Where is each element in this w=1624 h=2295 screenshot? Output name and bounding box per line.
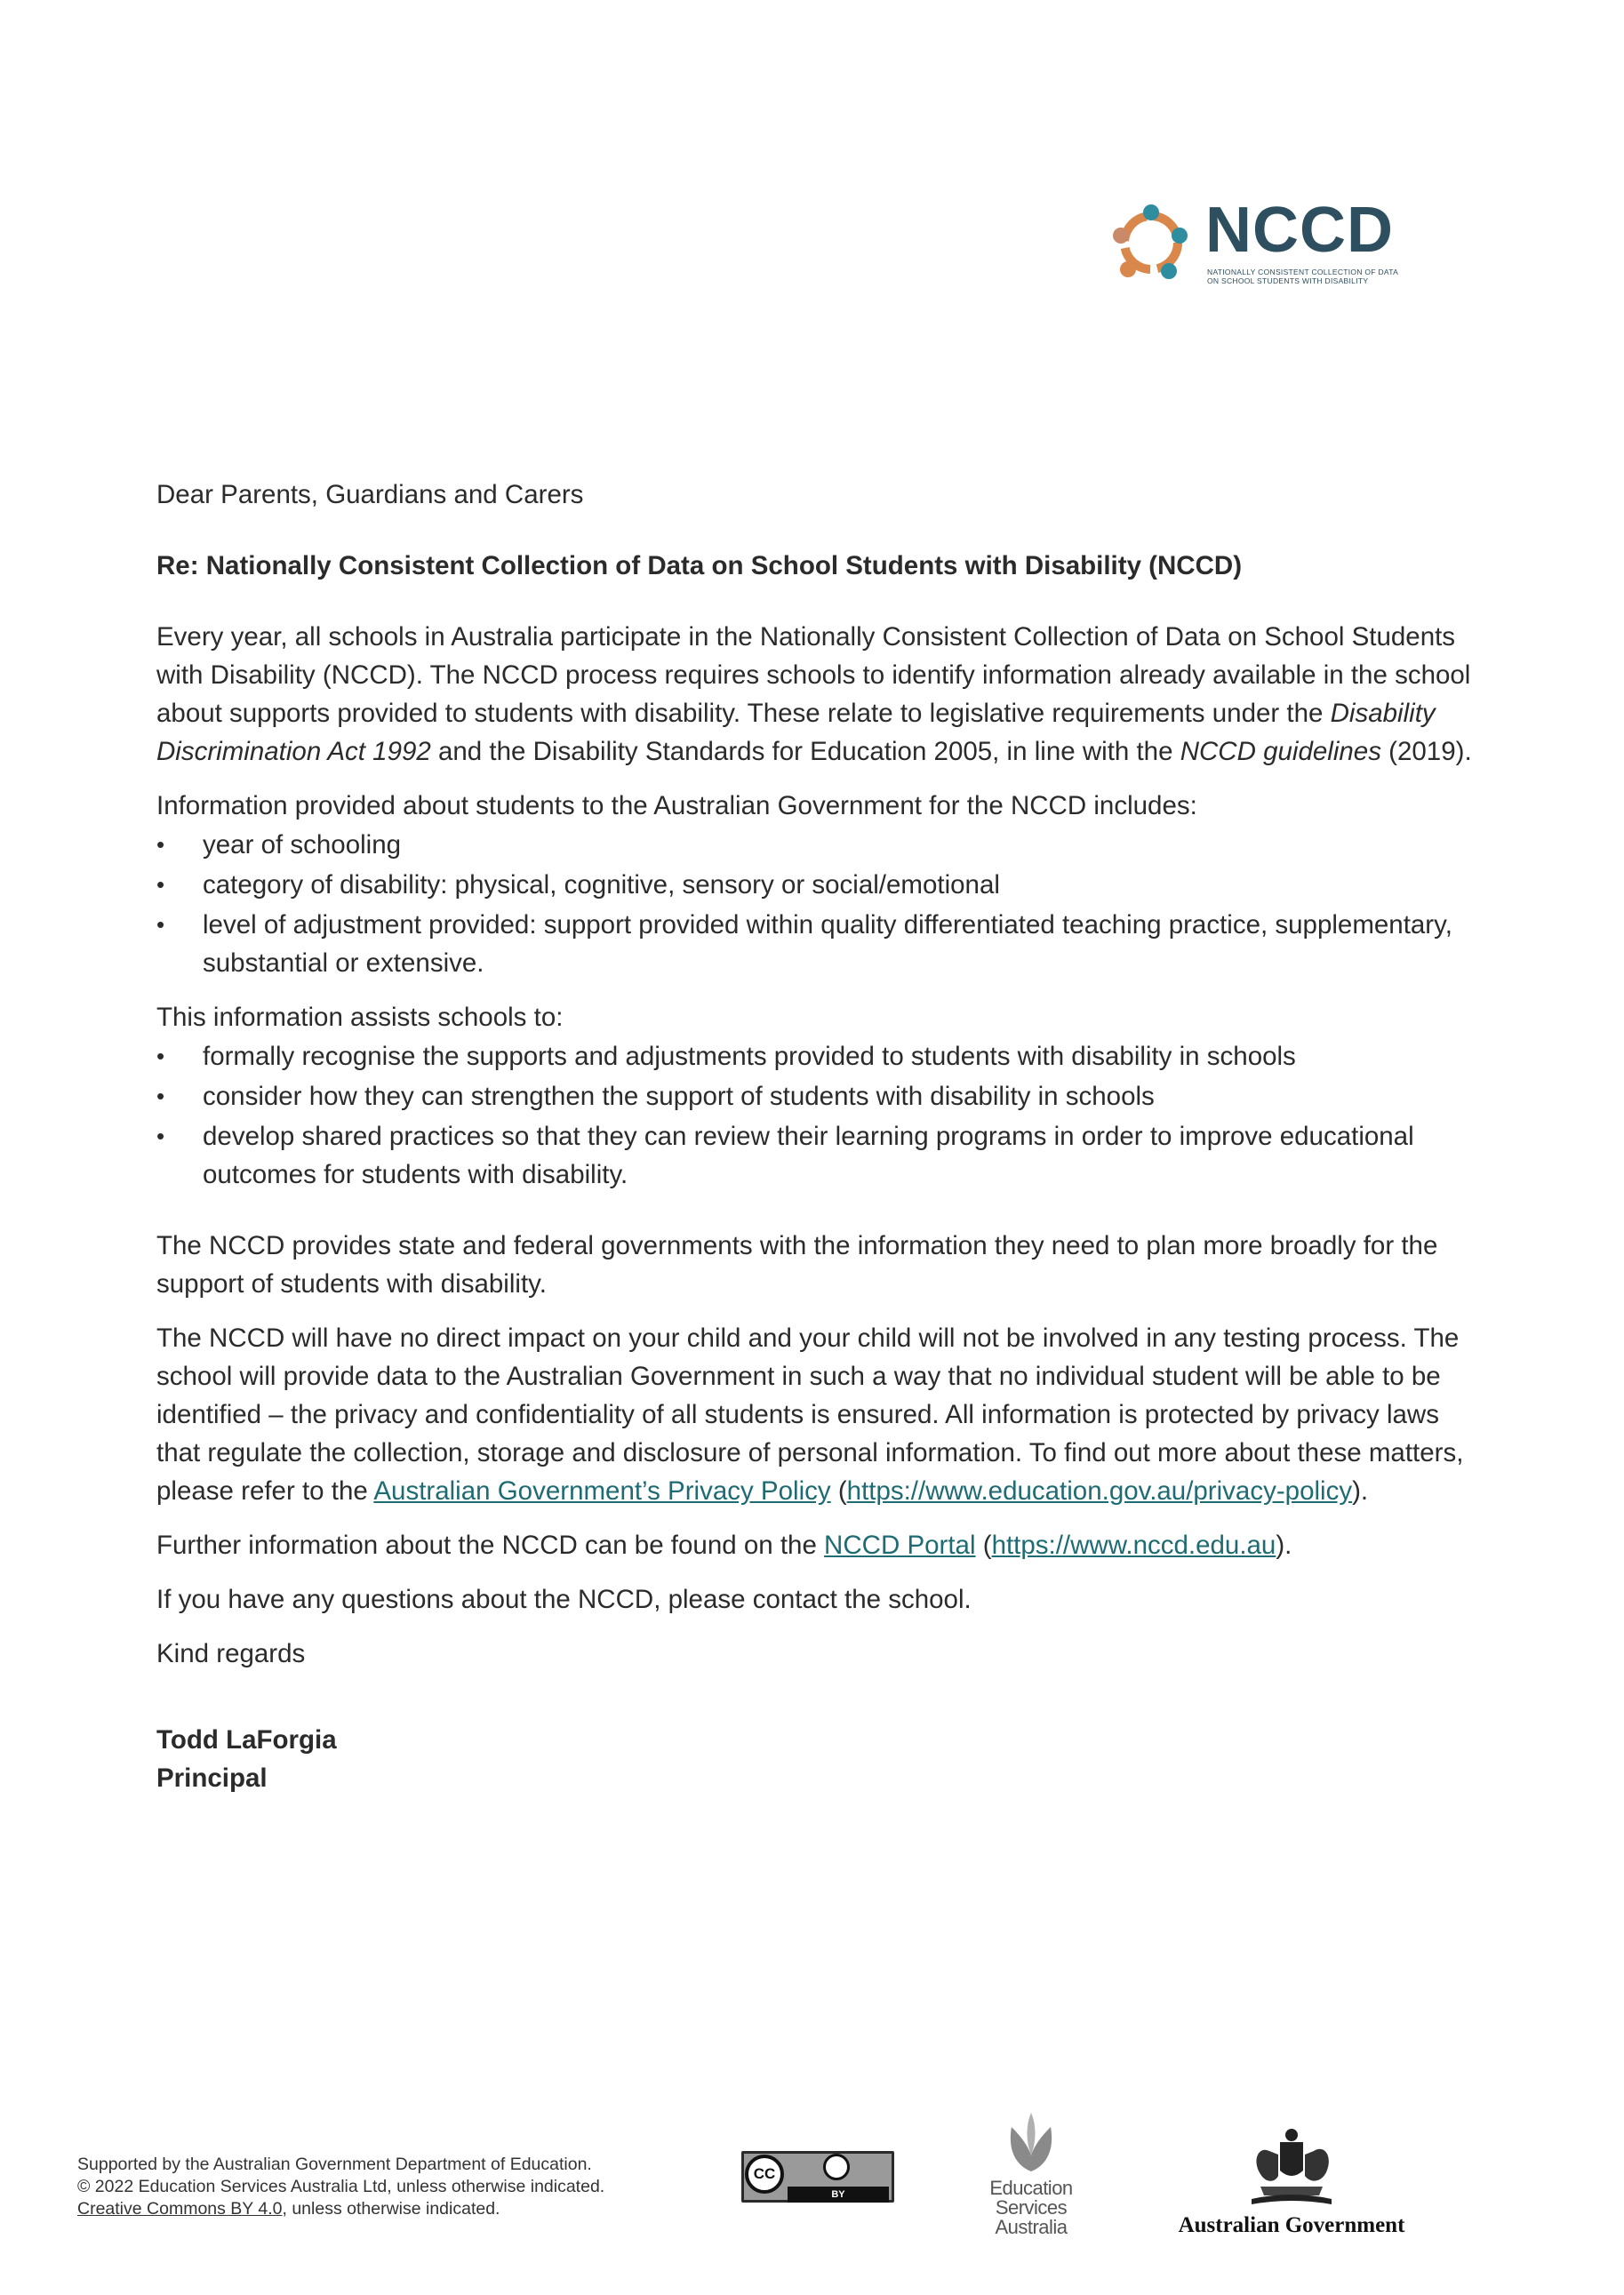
act-title: Disability Discrimination Act 1992 <box>156 699 1436 766</box>
letter-body <box>156 476 1490 1797</box>
coat-of-arms-icon <box>1243 2124 1340 2209</box>
signer-title: Principal <box>156 1763 268 1793</box>
footer-line: Supported by the Australian Government Department of Education. <box>77 2155 592 2174</box>
nccd-tagline: NATIONALLY CONSISTENT COLLECTION OF DATA ON SCHOOL STUDENTS WITH DISABILITY <box>1207 268 1398 285</box>
text-run: , unless otherwise indicated. <box>282 2199 500 2219</box>
paragraph-portal <box>156 1526 1490 1564</box>
text-run: ). <box>1276 1531 1292 1560</box>
assist-list <box>156 1037 1490 1194</box>
paragraph-privacy <box>156 1319 1490 1510</box>
footer-line: © 2022 Education Services Australia Ltd, unless otherwise indicated. <box>77 2177 605 2196</box>
text-run: Every year, all schools in Australia participate in the Nationally Consistent Collection of Data on School Students with Disability (NCCD). The NCCD process requires schools to identify information already available in the school about supports provided to students with disability. These relate to legislative requirements under the <box>156 622 1471 728</box>
text-run: ). <box>1352 1476 1369 1506</box>
esa-logo <box>978 2111 1084 2244</box>
text-run: The NCCD will have no direct impact on your child and your child will not be involved in any testing process. The school will provide data to the Australian Government in such a way that no individual student will be able to be identified – the privacy and confidentiality of all students is ensured. All information is protected by privacy laws that regulate the collection, storage and disclosure of personal information. To find out more about these matters, please refer to the <box>156 1323 1464 1506</box>
paragraph-intro <box>156 618 1490 771</box>
paragraph-governments: The NCCD provides state and federal governments with the information they need to plan more broadly for the support of students with disability. <box>156 1231 1438 1299</box>
list-item: • develop shared practices so that they can review their learning programs in order to improve educational outcomes for students with disability. <box>156 1117 1490 1194</box>
nccd-wordmark: NCCD <box>1205 195 1394 266</box>
paragraph-questions: If you have any questions about the NCCD, please contact the school. <box>156 1585 972 1614</box>
nccd-logo <box>1087 182 1420 307</box>
australian-government-logo <box>1172 2124 1412 2249</box>
creative-commons-link[interactable]: Creative Commons BY 4.0 <box>77 2199 283 2219</box>
text-run: and the Disability Standards for Education 2005, in line with the <box>430 737 1180 766</box>
list-item: • year of schooling <box>156 826 1490 864</box>
list-item: • consider how they can strengthen the support of students with disability in schools <box>156 1077 1490 1116</box>
closing: Kind regards <box>156 1639 306 1668</box>
list2-intro: This information assists schools to: <box>156 1003 564 1032</box>
attribution-icon <box>823 2154 850 2180</box>
subject-line: Re: Nationally Consistent Collection of Data on School Students with Disability (NCCD) <box>156 551 1243 580</box>
list-item: • category of disability: physical, cognitive, sensory or social/emotional <box>156 866 1490 904</box>
guidelines-title: NCCD guidelines <box>1180 737 1381 766</box>
list-item: • formally recognise the supports and adjustments provided to students with disability in schools <box>156 1037 1490 1076</box>
list1-intro: Information provided about students to the Australian Government for the NCCD includes: <box>156 791 1197 820</box>
list-item: • level of adjustment provided: support provided within quality differentiated teaching practice, supplementary, substantial or extensive. <box>156 906 1490 982</box>
privacy-policy-url-link[interactable]: https://www.education.gov.au/privacy-policy <box>846 1476 1353 1506</box>
by-label: BY <box>788 2187 889 2203</box>
nccd-portal-link[interactable]: NCCD Portal <box>824 1531 976 1560</box>
signer-name: Todd LaForgia <box>156 1725 337 1755</box>
cc-icon: CC <box>745 2155 784 2194</box>
cc-by-badge <box>741 2151 894 2203</box>
privacy-policy-link[interactable]: Australian Government’s Privacy Policy <box>373 1476 831 1506</box>
esa-line: Australia <box>995 2216 1068 2238</box>
footer-line <box>77 2198 735 2220</box>
nccd-ring-icon <box>1108 200 1194 285</box>
tulip-icon <box>1004 2111 1058 2173</box>
info-list <box>156 826 1490 982</box>
nccd-portal-url-link[interactable]: https://www.nccd.edu.au <box>991 1531 1276 1560</box>
footer-text <box>77 2154 735 2220</box>
text-run: (2019). <box>1380 737 1472 766</box>
australian-government-wordmark: Australian Government <box>1178 2213 1405 2237</box>
salutation: Dear Parents, Guardians and Carers <box>156 480 584 509</box>
text-run: Further information about the NCCD can be found on the <box>156 1531 825 1560</box>
esa-line: Education <box>989 2177 1073 2199</box>
text-run: ( <box>830 1476 847 1506</box>
text-run: ( <box>975 1531 992 1560</box>
esa-line: Services <box>995 2196 1068 2219</box>
esa-wordmark <box>978 2179 1084 2237</box>
